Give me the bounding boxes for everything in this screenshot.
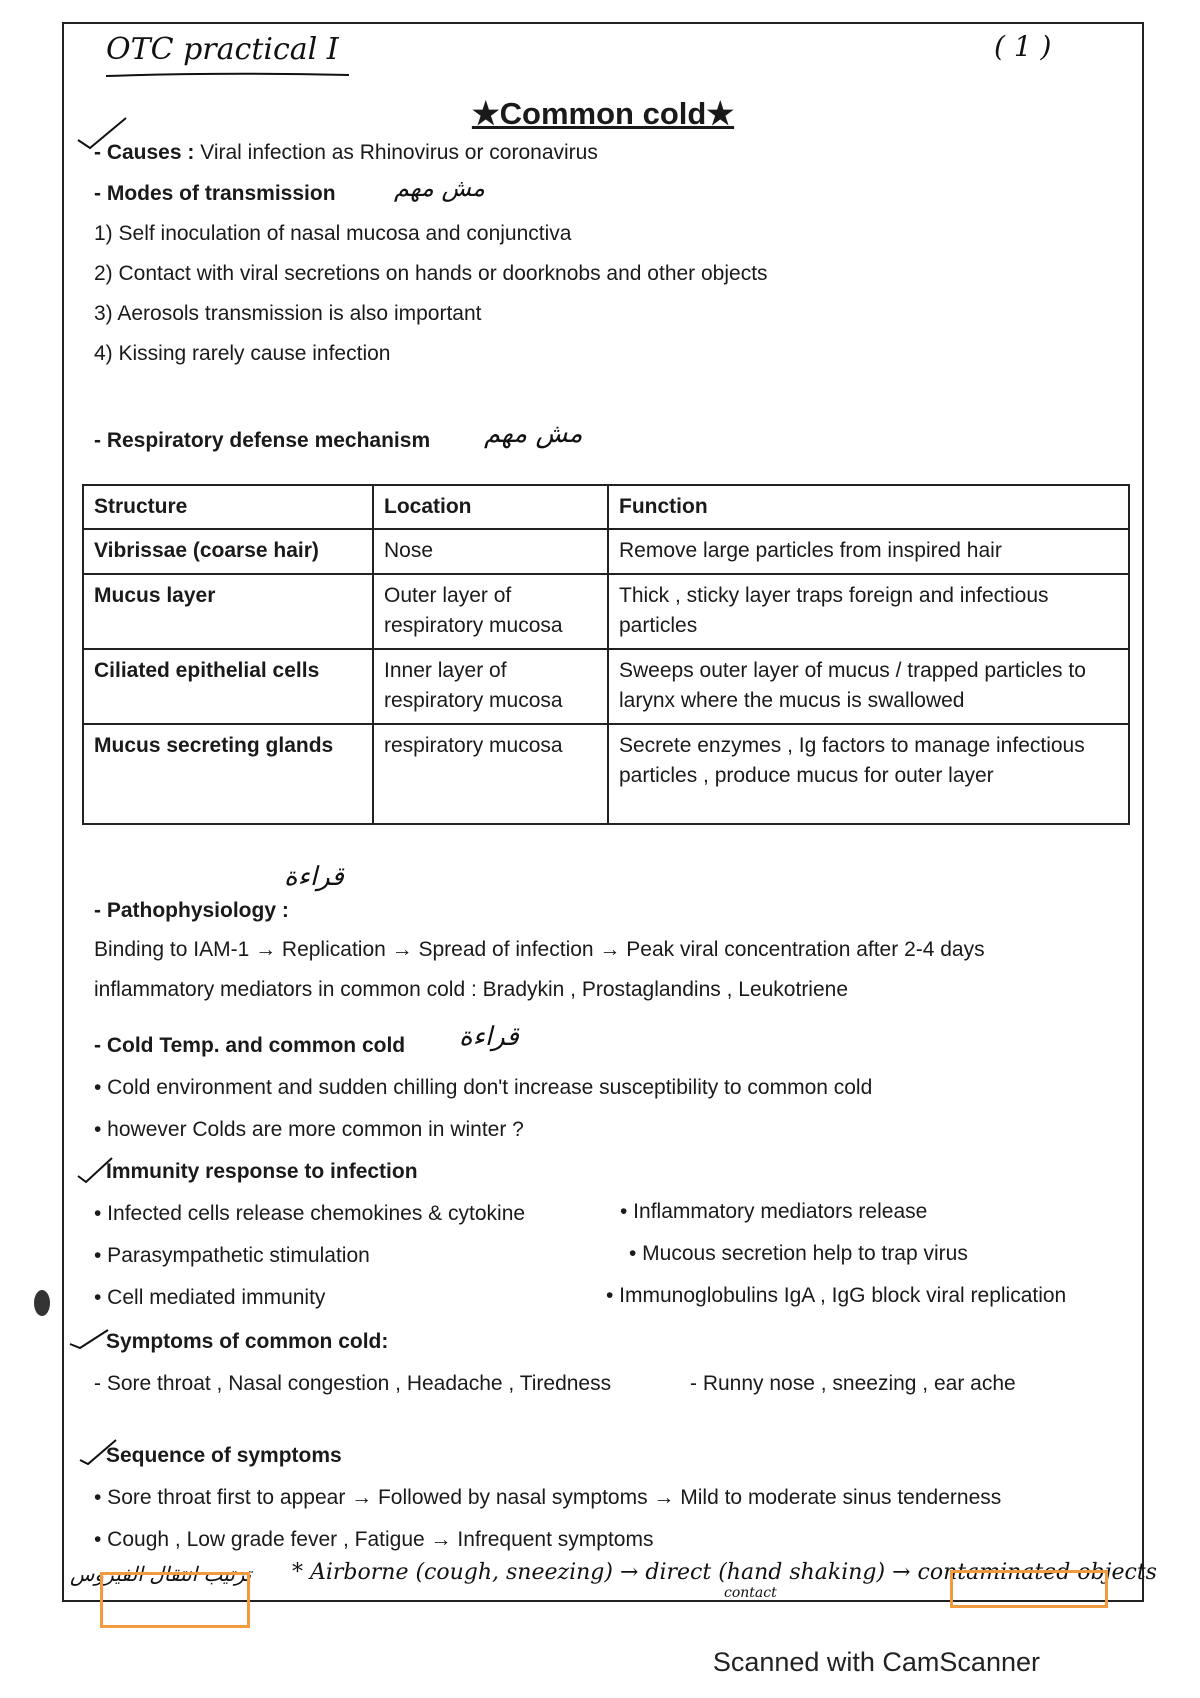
transmission-item: 3) Aerosols transmission is also important: [94, 302, 482, 325]
highlight-box-left: [100, 1572, 250, 1628]
symptoms-right: - Runny nose , sneezing , ear ache: [690, 1372, 1016, 1395]
defense-heading: - Respiratory defense mechanism: [94, 429, 431, 452]
patho-line: Binding to IAM-1 → Replication → Spread of infection → Peak viral concentration after 2-4 days: [94, 938, 985, 961]
transmission-heading: - Modes of transmission: [94, 182, 336, 205]
immunity-left-item: • Parasympathetic stimulation: [94, 1244, 370, 1267]
column-header: Location: [373, 485, 608, 529]
arabic-note-read: قراءة: [284, 862, 344, 892]
structure-cell: Vibrissae (coarse hair): [83, 529, 373, 573]
transmission-item: 1) Self inoculation of nasal mucosa and conjunctiva: [94, 222, 572, 245]
document-page: [62, 22, 1157, 1602]
location-cell: Outer layer of respiratory mucosa: [373, 574, 608, 649]
table-row: [83, 724, 1129, 824]
immunity-left-item: • Infected cells release chemokines & cytokine: [94, 1202, 526, 1225]
cold-temp-heading: - Cold Temp. and common cold: [94, 1034, 406, 1057]
patho-line: inflammatory mediators in common cold : Bradykin , Prostaglandins , Leukotriene: [94, 978, 849, 1001]
cold-temp-item: • Cold environment and sudden chilling don't increase susceptibility to common cold: [94, 1076, 873, 1099]
causes-text: Viral infection as Rhinovirus or coronavirus: [194, 141, 598, 164]
table-row: [83, 529, 1129, 573]
ink-blot: [34, 1290, 50, 1316]
location-cell: respiratory mucosa: [373, 724, 608, 824]
immunity-right-item: • Immunoglobulins IgA , IgG block viral replication: [606, 1284, 1067, 1307]
handwritten-transmission-note: * Airborne (cough, sneezing) → direct (hand shaking) → contaminated objects: [292, 1560, 1157, 1585]
sequence-heading: Sequence of symptoms: [106, 1444, 342, 1467]
immunity-right-item: • Inflammatory mediators release: [620, 1200, 928, 1223]
transmission-item: 4) Kissing rarely cause infection: [94, 342, 391, 365]
arabic-note-transmission-order: ترتيب انتقال الفيروس: [70, 1562, 252, 1586]
symptoms-left: - Sore throat , Nasal congestion , Headache , Tiredness: [94, 1372, 612, 1395]
column-header: Function: [608, 485, 1129, 529]
handwritten-course-label: OTC practical I: [106, 32, 339, 67]
immunity-left-item: • Cell mediated immunity: [94, 1286, 326, 1309]
location-cell: Inner layer of respiratory mucosa: [373, 649, 608, 724]
sequence-item: • Sore throat first to appear → Followed by nasal symptoms → Mild to moderate sinus tenderness: [94, 1486, 1002, 1509]
structure-cell: Mucus layer: [83, 574, 373, 649]
highlight-box-right: [950, 1570, 1108, 1608]
page-title: ★Common cold★: [471, 96, 735, 131]
scanner-footer: Scanned with CamScanner: [712, 1647, 1040, 1677]
sequence-item: • Cough , Low grade fever , Fatigue → Infrequent symptoms: [94, 1528, 654, 1551]
causes-line: [94, 141, 598, 165]
arabic-note-read-2: قراءة: [459, 1022, 519, 1052]
location-cell: Nose: [373, 529, 608, 573]
symptoms-heading: Symptoms of common cold:: [106, 1330, 389, 1353]
handwritten-page-number: ( 1 ): [994, 30, 1052, 63]
table-row: [83, 649, 1129, 724]
function-cell: Sweeps outer layer of mucus / trapped particles to larynx where the mucus is swallowed: [608, 649, 1129, 724]
transmission-item: 2) Contact with viral secretions on hands or doorknobs and other objects: [94, 262, 768, 285]
immunity-heading: Immunity response to infection: [106, 1160, 418, 1183]
function-cell: Thick , sticky layer traps foreign and infectious particles: [608, 574, 1129, 649]
arabic-note-not-important: مش مهم: [394, 174, 485, 202]
handwritten-contact-note: contact: [724, 1585, 777, 1601]
structure-cell: Mucus secreting glands: [83, 724, 373, 824]
arabic-note-not-important-2: مش مهم: [484, 419, 583, 449]
immunity-right-item: • Mucous secretion help to trap virus: [629, 1242, 968, 1265]
patho-heading: - Pathophysiology :: [94, 899, 289, 922]
function-cell: Secrete enzymes , Ig factors to manage infectious particles , produce mucus for outer layer: [608, 724, 1129, 824]
table-header-row: [83, 485, 1129, 529]
causes-label: - Causes :: [94, 141, 195, 164]
column-header: Structure: [83, 485, 373, 529]
cold-temp-item: • however Colds are more common in winter ?: [94, 1118, 524, 1141]
underline-mark: [104, 70, 354, 80]
defense-table: [82, 484, 1130, 825]
table-row: [83, 574, 1129, 649]
structure-cell: Ciliated epithelial cells: [83, 649, 373, 724]
function-cell: Remove large particles from inspired hair: [608, 529, 1129, 573]
